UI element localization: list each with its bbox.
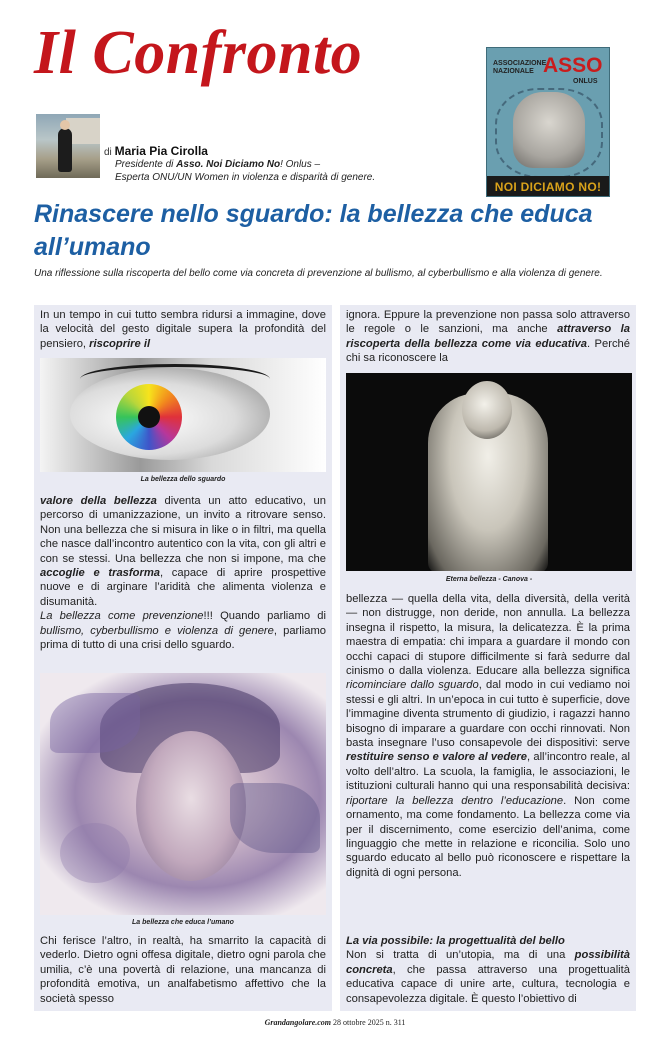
page-footer: [0, 1018, 670, 1027]
text-run: Non si tratta di un’utopia, ma di una: [346, 949, 575, 962]
text-italic: ricominciare dallo sguardo: [346, 679, 479, 692]
text-run: , dal modo in cui vediamo noi stessi e gli altri. In un’epoca in cui tutto è superficie, dove l’immagine diventa strumento di giudizio, i ragazzi hanno bisogno di imparare a guardare con occhi rinnovati. Non basta insegnare l’uso consapevole dei dispositivi: serve: [346, 679, 630, 750]
butterfly-caption: La bellezza che educa l’umano: [132, 919, 234, 926]
eye-lashes: [80, 364, 270, 394]
article-subtitle: Una riflessione sulla riscoperta del bello come via concreta di prevenzione al bullismo, al cyberbullismo e alla violenza di genere.: [34, 268, 603, 279]
byline-prefix: di: [104, 147, 112, 158]
text-run: bellezza — quella della vita, della diversità, della verità — non distrugge, non deride, non annulla. La bellezza insegna il rispetto, la misura, la delicatezza. È la prima maestra di empatia: chi impara a guardare il mondo con occhi capaci di stupore difficilmente si farà sedurre dal cinismo o dalla violenza. Educare alla bellezza significa: [346, 593, 630, 678]
text-emphasis: accoglie e trasforma: [40, 567, 160, 580]
text-run: !!! Quando parliamo di: [203, 610, 327, 623]
text-run: ignora. Eppure la prevenzione non passa solo attraverso le regole o le sanzioni, ma anche: [346, 309, 630, 336]
photo-head: [60, 120, 70, 130]
text-emphasis: possibilità concreta: [346, 949, 630, 976]
role-expertise: Esperta ONU/UN Women in violenza e disparità di genere.: [115, 172, 376, 183]
author-name: Maria Pia Cirolla: [114, 144, 208, 158]
text-run: , che passa attraverso una progettualità educativa capace di unire arte, cultura, tecnologia e consapevolezza digitale. È questo l’obiettivo di: [346, 963, 630, 1005]
butterfly-wing: [50, 693, 140, 753]
butterfly-wing: [60, 823, 130, 883]
text-run: . Non come ornamento, ma come fondamento. La bellezza come via per il discernimento, come esercizio dell’anima, come linguaggio che mette in relazione e riconcilia. Solo uno sguardo educato al bello può riconoscere e rispettare la dignità di ogni persona.: [346, 794, 630, 879]
logo-onlus: ONLUS: [573, 78, 598, 85]
text-emphasis: restituire senso e valore al vedere: [346, 751, 527, 764]
col2-paragraph-1: [346, 308, 630, 366]
text-run: , all’incontro reale, al volto dell’altro. La scuola, la famiglia, le associazioni, le istituzioni culturali hanno qui una responsabilità decisiva:: [346, 751, 630, 793]
text-run: . Perché chi sa riconoscere la: [346, 337, 630, 365]
masthead-title: Il Confronto: [34, 19, 363, 87]
footer-date: 28 ottobre 2025 n. 311: [331, 1018, 406, 1027]
col1-paragraph-2: [40, 494, 326, 652]
col2-paragraph-2: [346, 592, 630, 880]
text-run: , capace di aprire prospettive nuove e di arginare l’aridità che alimenta violenza e disumanità.: [40, 567, 326, 608]
section-heading: La via possibile: la progettualità del bello: [346, 935, 565, 947]
col1-paragraph-1: [40, 308, 326, 351]
statue-head: [462, 381, 512, 439]
text-italic: riportare la bellezza dentro l’educazione: [346, 794, 564, 807]
logo-brand: ASSO: [543, 54, 603, 77]
col1-paragraph-4: Chi ferisce l’altro, in realtà, ha smarrito la capacità di vederlo. Dietro ogni offesa digitale, dietro ogni parola che umilia, c’è una povertà di relazione, una mancanza di profondità emotiva, un analfabetismo affettivo che la società spesso: [40, 935, 326, 1005]
text-italic: La bellezza come prevenzione: [40, 610, 204, 623]
butterfly-portrait-image: [40, 673, 326, 915]
text-emphasis: riscoprire il: [89, 337, 151, 350]
eye-caption: La bellezza dello sguardo: [140, 476, 226, 483]
photo-person: [58, 128, 72, 172]
statue-caption: Eterna bellezza - Canova -: [445, 576, 533, 583]
text-emphasis: attraverso la riscoperta della bellezza come via educativa: [346, 323, 630, 350]
footer-site: Grandangolare.com: [264, 1018, 332, 1027]
eye-pupil: [138, 406, 160, 428]
text-italic: bullismo, cyberbullismo e violenza di genere: [40, 624, 274, 637]
col2-paragraph-3: [346, 934, 630, 1006]
author-role: [115, 158, 375, 184]
byline: [104, 144, 208, 158]
logo-slogan: NOI DICIAMO NO!: [487, 176, 609, 197]
logo-association-label: ASSOCIAZIONE NAZIONALE: [493, 60, 547, 75]
author-photo: [36, 114, 100, 178]
butterfly-wing: [230, 783, 320, 853]
text-emphasis: valore della bellezza: [40, 495, 157, 507]
canova-statue-image: [346, 373, 632, 571]
association-logo: [486, 47, 610, 197]
role-suffix: ! Onlus –: [280, 159, 321, 170]
text-run: , parliamo prima di tutto di una crisi dello sguardo.: [40, 624, 327, 652]
text-run: diventa un atto educativo, un percorso di umanizzazione, un invito a ritrovare senso. Non una bellezza che si misura in like o in filtri, ma quella che nasce dall’incontro autentico con la vita, con gli altri e con se stessi. Una bellezza che non si impone, ma che: [40, 495, 326, 565]
fist-icon: [513, 92, 585, 168]
role-org: Asso. Noi Diciamo No: [176, 159, 281, 170]
article-title: Rinascere nello sguardo: la bellezza che educa all’umano: [34, 200, 593, 261]
eye-image: [40, 358, 326, 472]
text-run: In un tempo in cui tutto sembra ridursi a immagine, dove la velocità del gesto digitale supera la profondità del pensiero,: [40, 309, 326, 350]
role-prefix: Presidente di: [115, 159, 177, 170]
